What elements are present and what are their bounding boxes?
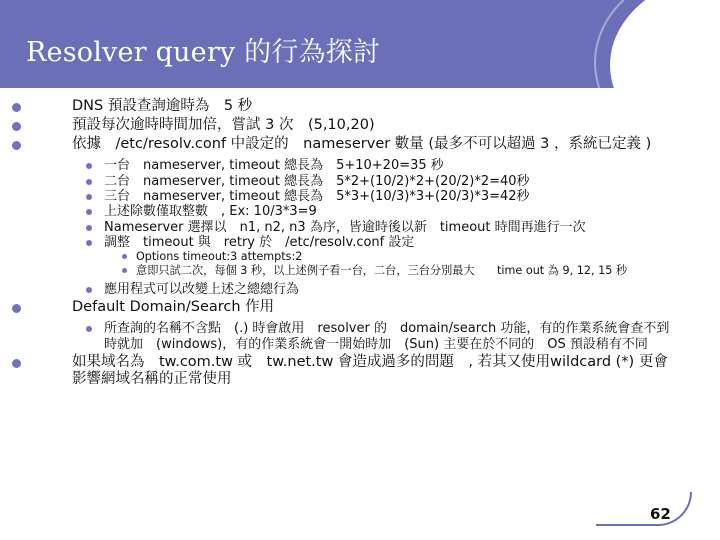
bullet-text: 上述除數僅取整數 , Ex: 10/3*3=9 [104,204,317,220]
bullet-dot-icon [86,225,92,231]
bullet-item-level-1 [72,136,676,153]
bullet-text: Nameserver 選擇以 n1, n2, n3 為序，皆逾時後以新 timeout 時間再進行一次 [104,219,586,235]
bullet-dot-icon [86,326,92,332]
bullet-text: 所查詢的名稱不含點 (.) 時會啟用 resolver 的 domain/search 功能，有的作業系統會查不到時就加 (windows)，有的作業系統會一開始時加 (Sun) 主要在於不同的 OS 預設稍有不同 [104,321,670,352]
bullet-item-level-1 [72,117,676,134]
bullet-text: 一台 nameserver, timeout 總長為 5+10+20=35 秒 [104,158,444,174]
bullet-dot-icon [122,268,127,273]
bullet-item-level-2 [104,189,676,204]
bullet-dot-icon [86,209,92,215]
bullet-item-level-2 [104,204,676,219]
corner-decoration [596,492,692,526]
page-number: 62 [650,505,671,523]
bullet-dot-icon [86,194,92,200]
bullet-dot-icon [86,179,92,185]
bullet-text: 意即只試二次，每個 3 秒，以上述例子看一台，二台，三台分別最大 time out 為 9, 12, 15 秒 [136,263,628,277]
bullet-item-level-2 [104,235,676,250]
bullet-item-level-1 [72,299,676,316]
title-band [0,0,720,88]
bullet-item-level-2 [104,282,676,297]
bullet-text: DNS 預設查詢逾時為 5 秒 [72,98,253,114]
bullet-dot-icon [12,122,21,131]
bullet-item-level-1 [72,98,676,115]
bullet-item-level-2 [104,321,676,352]
bullet-item-level-2 [104,174,676,189]
bullet-dot-icon [12,304,21,313]
bullet-dot-icon [12,359,21,368]
bullet-text: 如果域名為 tw.com.tw 或 tw.net.tw 會造成過多的問題 , 若其又使用wildcard (*) 更會影響網域名稱的正常使用 [72,353,668,387]
bullet-list [0,98,720,388]
bullet-text: Options timeout:3 attempts:2 [136,250,303,264]
bullet-dot-icon [122,254,127,259]
bullet-text: 二台 nameserver, timeout 總長為 5*2+(10/2)*2+(20/2)*2=40秒 [104,173,530,189]
bullet-item-level-2 [104,158,676,173]
bullet-dot-icon [86,287,92,293]
bullet-dot-icon [12,103,21,112]
slide-title: Resolver query 的行為探討 [26,37,381,68]
bullet-dot-icon [86,163,92,169]
bullet-dot-icon [12,141,21,150]
bullet-text: 調整 timeout 與 retry 於 /etc/resolv.conf 設定 [104,234,415,250]
bullet-item-level-1 [72,354,676,388]
bullet-text: Default Domain/Search 作用 [72,299,275,316]
bullet-dot-icon [86,240,92,246]
bullet-item-level-3 [136,264,676,277]
bullet-text: 預設每次逾時時間加倍，嘗試 3 次 (5,10,20) [72,117,375,134]
bullet-text: 三台 nameserver, timeout 總長為 5*3+(10/3)*3+(20/3)*3=42秒 [104,188,530,204]
bullet-text: 依據 /etc/resolv.conf 中設定的 nameserver 數量 (最多不可以超過 3 ，系統已定義 ) [72,136,652,153]
bullet-item-level-3 [136,250,676,263]
bullet-text: 應用程式可以改變上述之總總行為 [104,281,300,297]
bullet-item-level-2 [104,220,676,235]
